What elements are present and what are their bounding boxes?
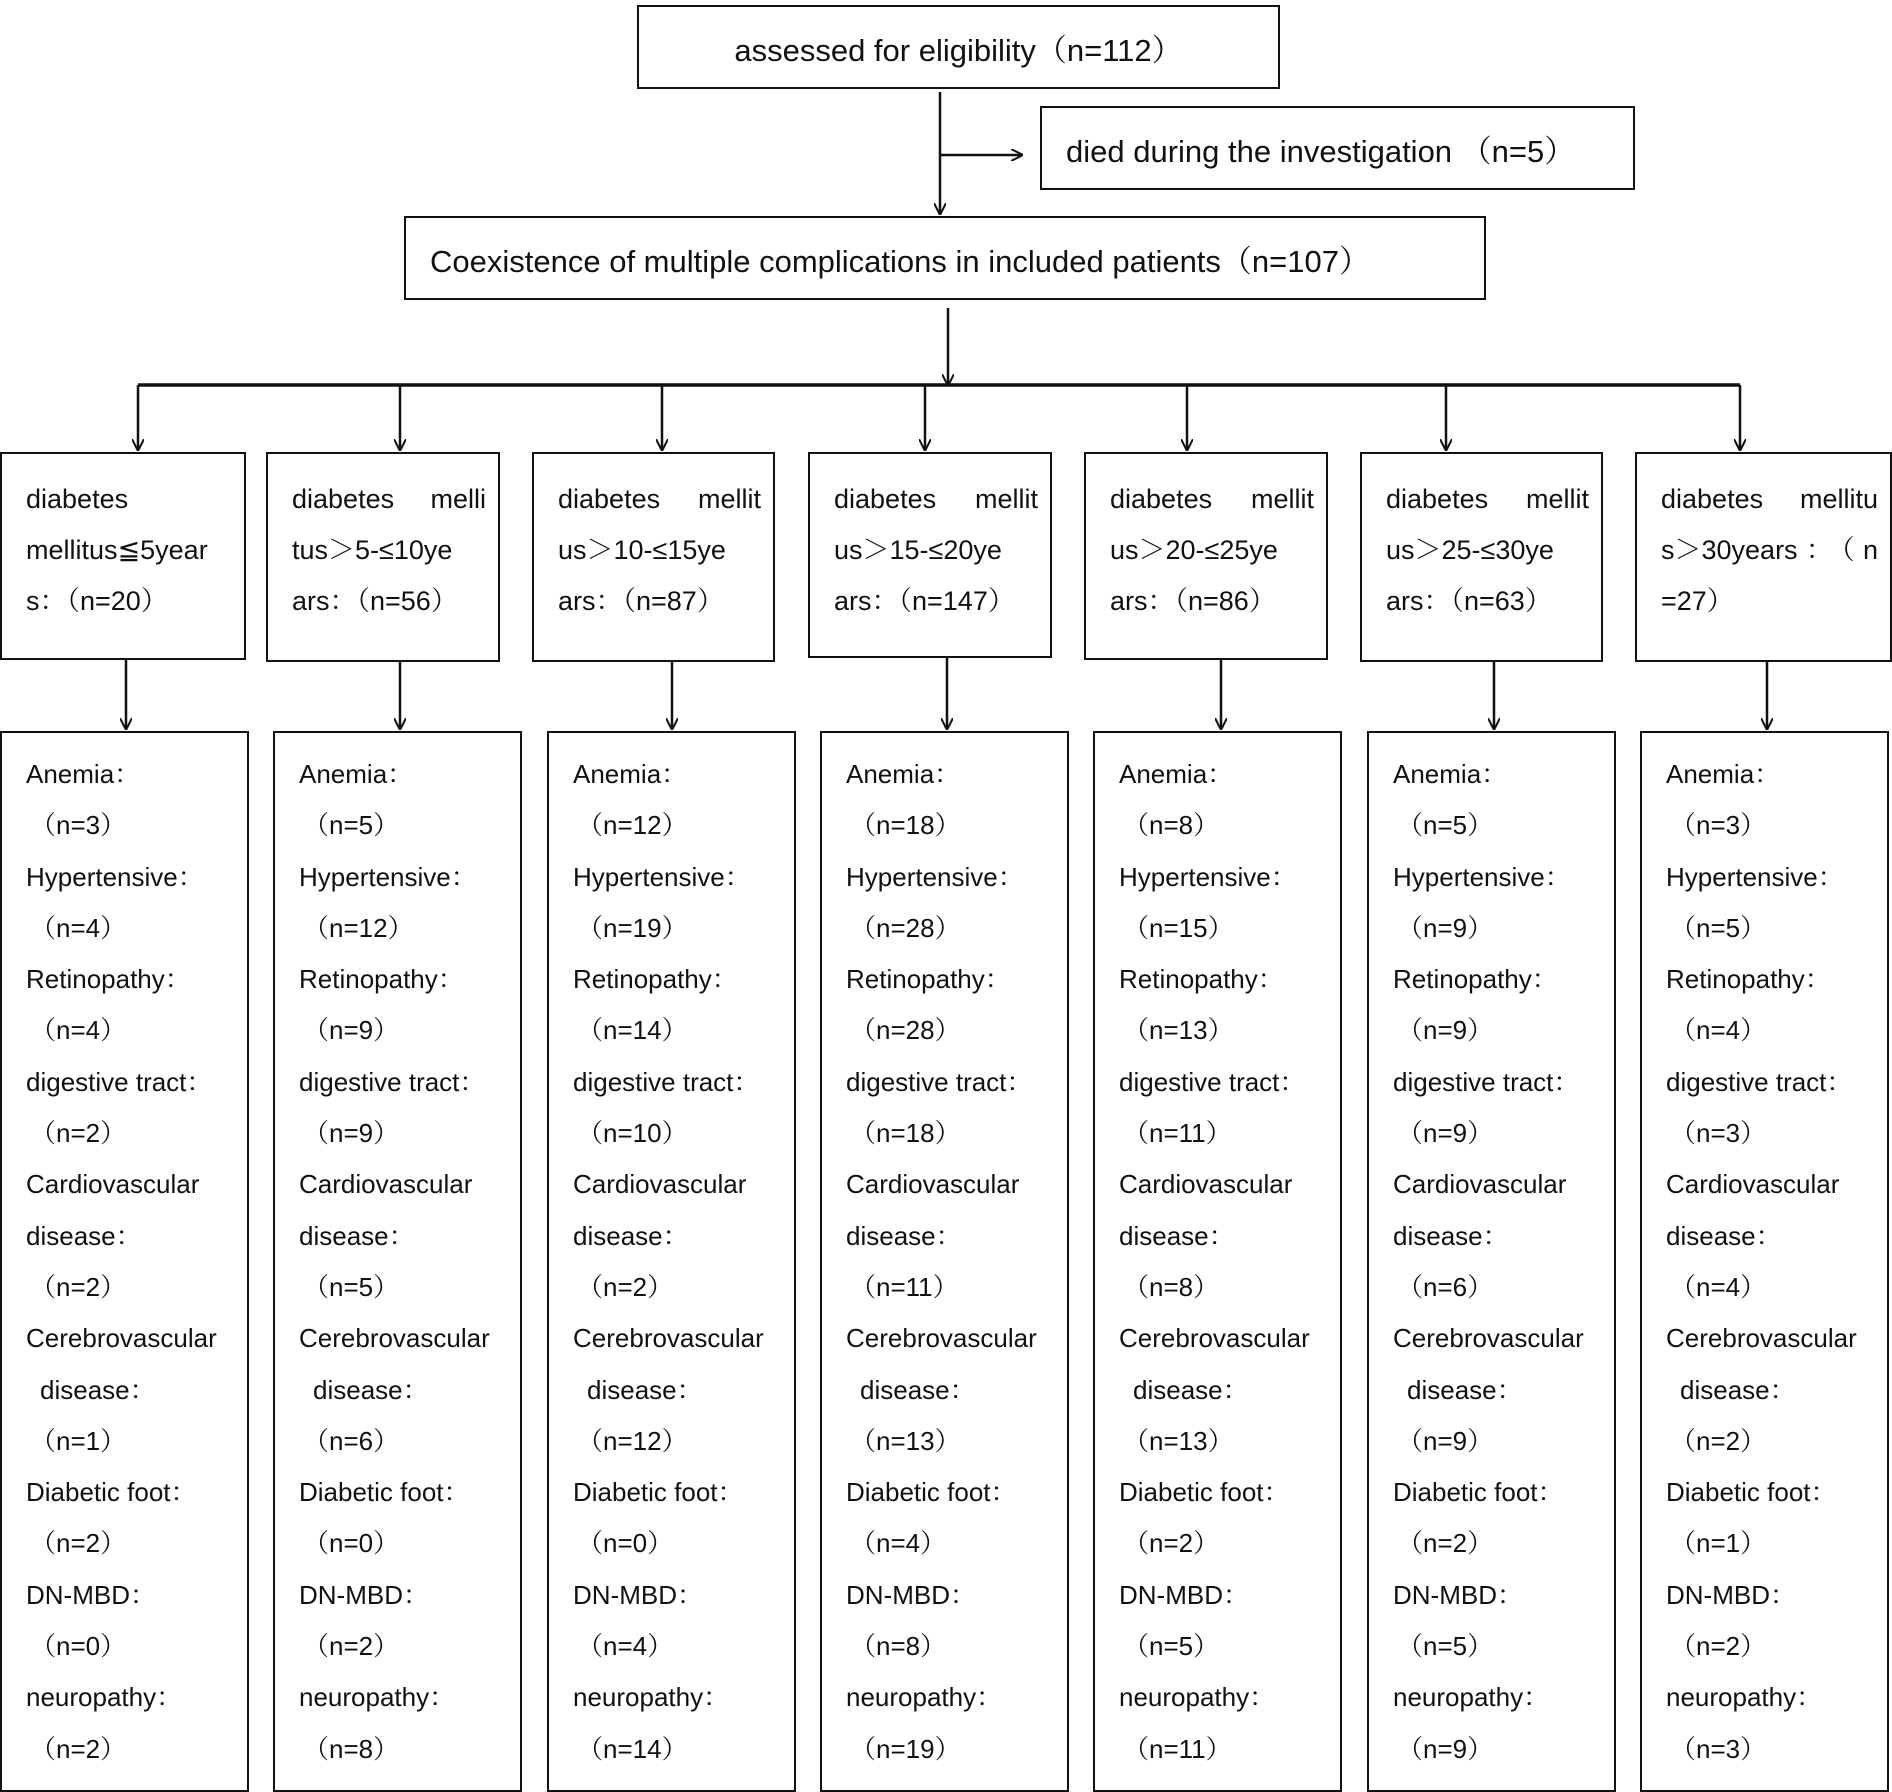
duration-group-line: tus＞5-≤10ye	[292, 535, 453, 565]
complication-label: disease：	[1407, 1374, 1523, 1405]
complication-label: Cerebrovascular	[1393, 1323, 1584, 1354]
complication-label: DN-MBD：	[1119, 1579, 1249, 1610]
complication-label: digestive tract：	[299, 1066, 486, 1097]
complication-label: Retinopathy：	[26, 964, 191, 995]
complication-label: Hypertensive：	[573, 861, 751, 892]
complication-label: DN-MBD：	[573, 1579, 703, 1610]
complication-label: neuropathy：	[573, 1682, 730, 1713]
complication-count: （n=4）	[1670, 1015, 1767, 1046]
duration-group-line: us＞25-≤30ye	[1386, 535, 1554, 565]
complications-box	[820, 731, 1069, 1792]
complication-label: disease：	[573, 1220, 689, 1251]
duration-group-line: ars：（n=86）	[1110, 586, 1276, 616]
complication-label: Cerebrovascular	[26, 1323, 217, 1354]
duration-group-line: s：（n=20）	[26, 586, 168, 616]
duration-group-line: diabetes	[26, 484, 129, 514]
complication-count: （n=4）	[30, 1015, 127, 1046]
complication-count: （n=2）	[30, 1733, 127, 1764]
complication-label: Cardiovascular	[26, 1169, 200, 1200]
complication-label: Cerebrovascular	[573, 1323, 764, 1354]
duration-group-line: us＞15-≤20ye	[834, 535, 1002, 565]
complication-label: digestive tract：	[1393, 1066, 1580, 1097]
complication-count: （n=2）	[30, 1528, 127, 1559]
complication-count: （n=9）	[1397, 1425, 1494, 1456]
complication-count: （n=14）	[577, 1733, 688, 1764]
complication-label: disease：	[1133, 1374, 1249, 1405]
duration-group-box	[1635, 452, 1892, 662]
complication-count: （n=3）	[1670, 810, 1767, 841]
complication-count: （n=2）	[577, 1271, 674, 1302]
complication-count: （n=5）	[1397, 1631, 1494, 1662]
complication-label: Diabetic foot：	[1119, 1477, 1290, 1508]
complication-label: Retinopathy：	[846, 964, 1011, 995]
duration-group-line: diabetes mellit	[1110, 484, 1314, 514]
complication-count: （n=11）	[1123, 1118, 1232, 1149]
complication-label: disease：	[1680, 1374, 1796, 1405]
complication-count: （n=15）	[1123, 912, 1234, 943]
complication-label: neuropathy：	[1393, 1682, 1550, 1713]
duration-group-box	[532, 452, 775, 662]
complication-label: Anemia：	[846, 759, 961, 789]
complication-label: disease：	[299, 1220, 415, 1251]
complication-label: disease：	[846, 1220, 962, 1251]
duration-group-line: us＞20-≤25ye	[1110, 535, 1278, 565]
complication-label: DN-MBD：	[1393, 1579, 1523, 1610]
complication-label: Diabetic foot：	[1393, 1477, 1564, 1508]
duration-group-line: diabetes mellitu	[1661, 484, 1878, 514]
eligibility-box	[637, 5, 1280, 89]
duration-group-line: ars：（n=56）	[292, 586, 458, 616]
complication-label: Anemia：	[1393, 759, 1508, 789]
complication-label: digestive tract：	[1666, 1066, 1853, 1097]
complications-box	[1367, 731, 1616, 1792]
complication-count: （n=12）	[303, 912, 414, 943]
died-text: died during the investigation （n=5）	[1066, 133, 1576, 169]
complication-label: Cerebrovascular	[846, 1323, 1037, 1354]
complication-count: （n=3）	[30, 810, 127, 841]
complication-label: disease：	[26, 1220, 142, 1251]
complication-count: （n=6）	[303, 1425, 400, 1456]
complication-count: （n=0）	[577, 1528, 674, 1559]
complication-count: （n=5）	[303, 810, 400, 841]
complication-count: （n=19）	[577, 912, 688, 943]
complication-label: Cardiovascular	[299, 1169, 473, 1200]
duration-group-line: diabetes mellit	[1386, 484, 1589, 514]
complication-count: （n=13）	[1123, 1425, 1234, 1456]
complication-label: DN-MBD：	[1666, 1579, 1796, 1610]
complication-label: Anemia：	[299, 759, 414, 789]
complication-label: DN-MBD：	[26, 1579, 156, 1610]
complication-label: DN-MBD：	[846, 1579, 976, 1610]
complication-label: Retinopathy：	[573, 964, 738, 995]
complication-label: disease：	[313, 1374, 429, 1405]
complication-label: neuropathy：	[846, 1682, 1003, 1713]
complication-label: disease：	[1119, 1220, 1235, 1251]
eligibility-text: assessed for eligibility（n=112）	[734, 32, 1183, 68]
complication-label: Diabetic foot：	[1666, 1477, 1837, 1508]
complication-label: Retinopathy：	[299, 964, 464, 995]
complication-count: （n=9）	[303, 1015, 400, 1046]
complications-box	[1640, 731, 1889, 1792]
complication-count: （n=8）	[850, 1631, 947, 1662]
complication-label: Cardiovascular	[1119, 1169, 1293, 1200]
included-text: Coexistence of multiple complications in included patients（n=107）	[430, 243, 1370, 279]
complication-count: （n=3）	[1670, 1733, 1767, 1764]
complication-label: neuropathy：	[1119, 1682, 1276, 1713]
complication-label: disease：	[860, 1374, 976, 1405]
complication-label: Cerebrovascular	[1119, 1323, 1310, 1354]
duration-group-box	[0, 452, 246, 660]
complication-label: Anemia：	[1666, 759, 1781, 789]
complication-count: （n=2）	[1397, 1528, 1494, 1559]
duration-group-line: mellitus≦5year	[26, 535, 208, 565]
complication-label: Cardiovascular	[846, 1169, 1020, 1200]
complication-label: DN-MBD：	[299, 1579, 429, 1610]
complication-count: （n=8）	[303, 1733, 400, 1764]
included-box	[404, 216, 1486, 300]
complication-count: （n=2）	[303, 1631, 400, 1662]
complication-count: （n=2）	[1670, 1631, 1767, 1662]
complication-label: Cerebrovascular	[299, 1323, 490, 1354]
complication-label: Hypertensive：	[1119, 861, 1297, 892]
complication-count: （n=5）	[1670, 912, 1767, 943]
complication-count: （n=18）	[850, 1118, 961, 1149]
complication-count: （n=28）	[850, 912, 961, 943]
duration-group-line: diabetes mellit	[834, 484, 1038, 514]
duration-group-line: ars：（n=63）	[1386, 586, 1552, 616]
complication-count: （n=28）	[850, 1015, 961, 1046]
complication-count: （n=1）	[30, 1425, 127, 1456]
complications-box	[547, 731, 796, 1792]
complication-label: Anemia：	[1119, 759, 1234, 789]
complication-label: neuropathy：	[26, 1682, 183, 1713]
complication-label: Diabetic foot：	[299, 1477, 470, 1508]
complication-label: Retinopathy：	[1393, 964, 1558, 995]
complication-count: （n=9）	[303, 1118, 400, 1149]
complication-count: （n=0）	[303, 1528, 400, 1559]
complication-count: （n=4）	[1670, 1271, 1767, 1302]
complication-count: （n=6）	[1397, 1271, 1494, 1302]
complication-count: （n=10）	[577, 1118, 688, 1149]
complication-count: （n=4）	[577, 1631, 674, 1662]
complication-count: （n=13）	[1123, 1015, 1234, 1046]
complication-count: （n=9）	[1397, 1733, 1494, 1764]
complication-label: disease：	[1666, 1220, 1782, 1251]
duration-group-line: diabetes melli	[292, 484, 486, 514]
complication-label: Cerebrovascular	[1666, 1323, 1857, 1354]
duration-group-line: ars：（n=87）	[558, 586, 724, 616]
complications-box	[0, 731, 249, 1792]
duration-group-line: s＞30years：（n	[1661, 535, 1878, 565]
complication-count: （n=12）	[577, 810, 688, 841]
complication-count: （n=1）	[1670, 1528, 1767, 1559]
complication-count: （n=9）	[1397, 1015, 1494, 1046]
complication-label: Anemia：	[573, 759, 688, 789]
complication-label: digestive tract：	[573, 1066, 760, 1097]
complication-label: Cardiovascular	[1393, 1169, 1567, 1200]
duration-group-line: diabetes mellit	[558, 484, 761, 514]
complication-count: （n=18）	[850, 810, 961, 841]
duration-group-line: =27）	[1661, 586, 1734, 616]
complication-label: digestive tract：	[846, 1066, 1033, 1097]
complications-box	[273, 731, 522, 1792]
complication-label: Retinopathy：	[1119, 964, 1284, 995]
complication-label: Anemia：	[26, 759, 141, 789]
duration-group-line: ars：（n=147）	[834, 586, 1015, 616]
complication-count: （n=2）	[30, 1271, 127, 1302]
duration-group-box	[808, 452, 1052, 658]
complication-label: Cardiovascular	[1666, 1169, 1840, 1200]
duration-group-box	[1084, 452, 1328, 660]
complication-label: Diabetic foot：	[26, 1477, 197, 1508]
complication-label: neuropathy：	[299, 1682, 456, 1713]
complication-label: digestive tract：	[26, 1066, 213, 1097]
complication-count: （n=5）	[1123, 1631, 1220, 1662]
complication-count: （n=4）	[850, 1528, 947, 1559]
complication-count: （n=2）	[30, 1118, 127, 1149]
complication-label: Cardiovascular	[573, 1169, 747, 1200]
complication-label: Diabetic foot：	[846, 1477, 1017, 1508]
complication-label: Hypertensive：	[299, 861, 477, 892]
complication-label: disease：	[40, 1374, 156, 1405]
complication-count: （n=2）	[1670, 1425, 1767, 1456]
complication-count: （n=9）	[1397, 912, 1494, 943]
complication-count: （n=0）	[30, 1631, 127, 1662]
complication-label: Hypertensive：	[1393, 861, 1571, 892]
complication-count: （n=5）	[303, 1271, 400, 1302]
complication-count: （n=5）	[1397, 810, 1494, 841]
duration-group-line: us＞10-≤15ye	[558, 535, 726, 565]
complication-count: （n=8）	[1123, 1271, 1220, 1302]
complication-count: （n=11）	[1123, 1733, 1232, 1764]
complications-box	[1093, 731, 1342, 1792]
complication-label: Hypertensive：	[846, 861, 1024, 892]
complication-count: （n=13）	[850, 1425, 961, 1456]
complication-count: （n=14）	[577, 1015, 688, 1046]
complication-label: Hypertensive：	[26, 861, 204, 892]
complication-count: （n=2）	[1123, 1528, 1220, 1559]
duration-group-box	[266, 452, 500, 662]
complication-count: （n=3）	[1670, 1118, 1767, 1149]
complication-count: （n=12）	[577, 1425, 688, 1456]
complication-label: digestive tract：	[1119, 1066, 1306, 1097]
complication-count: （n=4）	[30, 912, 127, 943]
complication-count: （n=9）	[1397, 1118, 1494, 1149]
complication-label: Hypertensive：	[1666, 861, 1844, 892]
complication-count: （n=11）	[850, 1271, 959, 1302]
complication-label: Retinopathy：	[1666, 964, 1831, 995]
complication-label: disease：	[587, 1374, 703, 1405]
complication-count: （n=8）	[1123, 810, 1220, 841]
complication-label: neuropathy：	[1666, 1682, 1823, 1713]
complication-count: （n=19）	[850, 1733, 961, 1764]
duration-group-box	[1360, 452, 1603, 662]
complication-label: disease：	[1393, 1220, 1509, 1251]
complication-label: Diabetic foot：	[573, 1477, 744, 1508]
died-box	[1040, 106, 1635, 190]
